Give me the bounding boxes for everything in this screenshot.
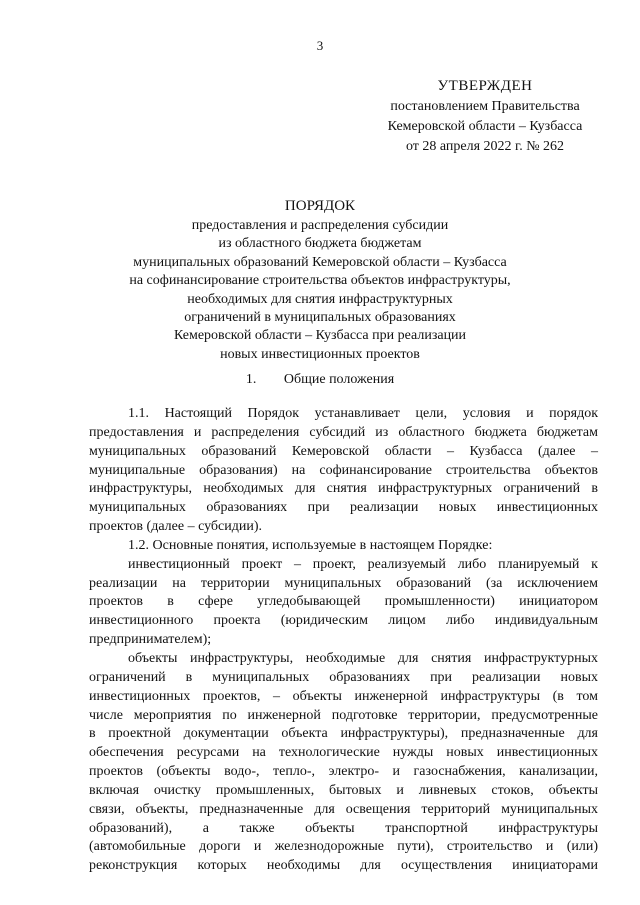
document-title-line: Кемеровской области – Кузбасса при реализации — [173, 328, 467, 344]
paragraph-line: проектов в сфере угледобывающей промышленности) инициатором — [89, 594, 598, 610]
body-text — [89, 405, 598, 876]
paragraph-line: связи, объекты, предназначенные для освещения территорий муниципальных — [89, 801, 598, 817]
document-title — [60, 196, 580, 364]
paragraph-line: 1.2. Основные понятия, используемые в настоящем Порядке: — [128, 537, 493, 553]
document-title-line: ограничений в муниципальных образованиях — [184, 310, 456, 326]
section-number: 1. — [245, 372, 257, 387]
paragraph-line: проектов (далее – субсидии). — [89, 519, 263, 535]
paragraph-line: муниципальных образованиях при реализации новых инвестиционных — [89, 500, 598, 516]
document-title-line: новых инвестиционных проектов — [220, 346, 420, 362]
document-title-line: из областного бюджета бюджетам — [218, 236, 422, 252]
paragraph-line: реализации на территории муниципальных образований (за исключением — [89, 575, 598, 591]
paragraph-line: обеспечения ресурсами на технологические нужды новых инвестиционных — [89, 745, 598, 761]
paragraph — [89, 405, 598, 537]
paragraph — [89, 556, 598, 650]
paragraph-line: муниципальные образования) на софинансирование строительства объектов — [89, 462, 598, 478]
paragraph-line: проектов (объекты водо-, тепло-, электро- и газоснабжения, канализации, — [89, 764, 598, 780]
approval-line: Кемеровской области – Кузбасса — [387, 119, 583, 134]
paragraph-line: ограничений в муниципальных образованиях при реализации новых — [89, 669, 598, 685]
document-title-line: предоставления и распределения субсидии — [191, 218, 449, 233]
paragraph-line: предпринимателем); — [89, 632, 212, 648]
paragraph — [89, 650, 598, 876]
document-title-main: ПОРЯДОК — [284, 198, 356, 214]
approval-stamp — [360, 76, 610, 157]
paragraph-line: объекты инфраструктуры, необходимые для снятия инфраструктурных — [128, 650, 598, 666]
approval-title: УТВЕРЖДЕН — [437, 78, 533, 94]
section-title: Общие положения — [283, 372, 395, 387]
paragraph-line: образований), а также объекты транспортной инфраструктуры — [89, 820, 598, 836]
paragraph — [89, 537, 598, 556]
paragraph-line: инвестиционных проектов, – объекты инженерной инфраструктуры (в том — [89, 688, 598, 704]
paragraph-line: инфраструктуры, необходимых для снятия инфраструктурных ограничений в — [89, 481, 598, 497]
document-title-line: муниципальных образований Кемеровской области – Кузбасса — [133, 254, 507, 270]
paragraph-line: (автомобильные дороги и железнодорожные пути), строительство и (или) — [89, 839, 598, 855]
paragraph-line: муниципальных образований Кемеровской области – Кузбасса (далее – — [89, 443, 598, 459]
approval-line: постановлением Правительства — [390, 99, 580, 114]
paragraph-line: включая очистку промышленных, бытовых и ливневых стоков, объекты — [89, 782, 598, 798]
page-number: 3 — [316, 38, 324, 53]
paragraph-line: в проектной документации объекта инфраструктуры), предназначенные для — [89, 726, 598, 742]
document-title-line: на софинансирование строительства объектов инфраструктуры, — [129, 273, 511, 289]
approval-line: от 28 апреля 2022 г. № 262 — [405, 139, 565, 154]
paragraph-line: инвестиционный проект – проект, реализуемый либо планируемый к — [128, 556, 598, 572]
paragraph-line: 1.1. Настоящий Порядок устанавливает цели, условия и порядок — [128, 406, 598, 421]
paragraph-line: предоставления и распределения субсидий из областного бюджета бюджетам — [89, 424, 598, 440]
paragraph-line: инвестиционного проекта (юридическим лицом либо индивидуальным — [89, 613, 598, 629]
paragraph-line: числе мероприятия по инженерной подготовке территории, предусмотренные — [89, 707, 598, 723]
document-title-line: необходимых для снятия инфраструктурных — [187, 291, 453, 307]
section-heading — [0, 371, 640, 389]
paragraph-line: реконструкция которых необходимы для осуществления инициаторами — [89, 858, 598, 874]
